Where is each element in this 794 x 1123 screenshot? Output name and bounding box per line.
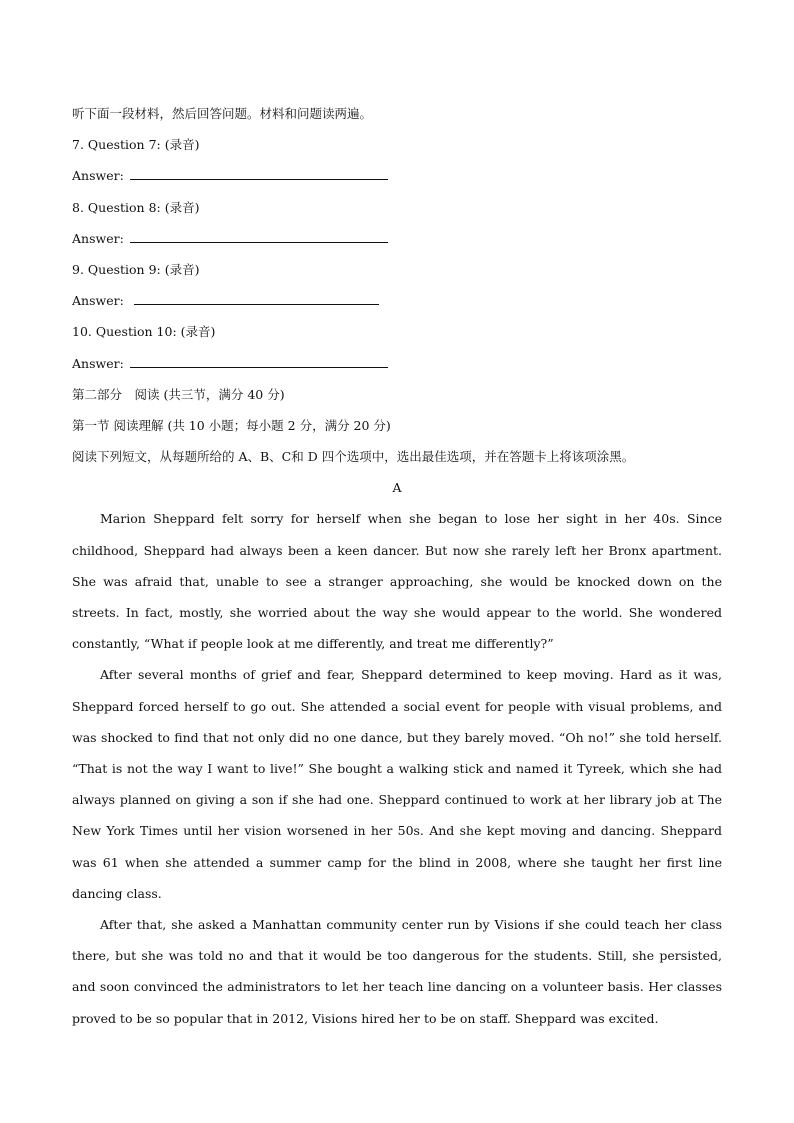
answer-9-blank[interactable] (134, 303, 379, 305)
question-9-label: 9. Question 9: (录音) (72, 261, 200, 277)
passage-paragraph-3: After that, she asked a Manhattan community center run by Visions if she could teach her class there, but she was told no and that it would be too dangerous for the students. Still, she persisted, and soon convinced the administrators to let her teach line dancing on a volunteer basis. Her classes proved to be so popular that in 2012, Visions hired her to be on staff. Sheppard was excited. (72, 917, 722, 1026)
section-1-title: 第一节 阅读理解 (共 10 小题；每小题 2 分，满分 20 分) (72, 417, 391, 433)
passage-paragraph-2: After several months of grief and fear, Sheppard determined to keep moving. Hard as it was, Sheppard forced herself to go out. She attended a social event for people with visual problems, and was shocked to find that not only did no one dance, but they barely moved. “Oh no!” she told herself. “That is not the way I want to live!” She bought a walking stick and named it Tyreek, which she had always planned on giving a son if she had one. Sheppard continued to work at her library job at The New York Times until her vision worsened in her 50s. And she kept moving and dancing. Sheppard was 61 when she attended a summer camp for the blind in 2008, where she taught her first line dancing class. (72, 667, 722, 901)
answer-7-blank[interactable] (130, 178, 388, 180)
answer-7-label: Answer: (72, 168, 124, 184)
answer-8-row (72, 223, 722, 254)
answer-8-blank[interactable] (130, 241, 388, 243)
reading-instruction: 阅读下列短文，从每题所给的 A、B、C和 D 四个选项中，选出最佳选项，并在答题卡上将该项涂黑。 (72, 449, 635, 465)
answer-9-label: Answer: (72, 293, 124, 309)
answer-9-row (72, 285, 722, 316)
listening-intro: 听下面一段材料，然后回答问题。材料和问题读两遍。 (72, 106, 373, 121)
passage-letter: A (392, 480, 402, 496)
question-10-label: 10. Question 10: (录音) (72, 324, 216, 340)
answer-7-row (72, 160, 722, 191)
part-2-title: 第二部分 阅读 (共三节，满分 40 分) (72, 386, 285, 402)
answer-10-blank[interactable] (130, 366, 388, 368)
question-8-label: 8. Question 8: (录音) (72, 199, 200, 215)
answer-10-label: Answer: (72, 355, 124, 371)
question-7-label: 7. Question 7: (录音) (72, 137, 200, 153)
answer-10-row (72, 348, 722, 379)
exam-page (72, 98, 722, 1034)
passage-paragraph-1: Marion Sheppard felt sorry for herself when she began to lose her sight in her 40s. Since childhood, Sheppard had always been a keen dancer. But now she rarely left her Bronx apartment. She was afraid that, unable to see a stranger approaching, she would be knocked down on the streets. In fact, mostly, she worried about the way she would appear to the world. She wondered constantly, “What if people look at me differently, and treat me differently?” (72, 511, 722, 652)
answer-8-label: Answer: (72, 230, 124, 246)
